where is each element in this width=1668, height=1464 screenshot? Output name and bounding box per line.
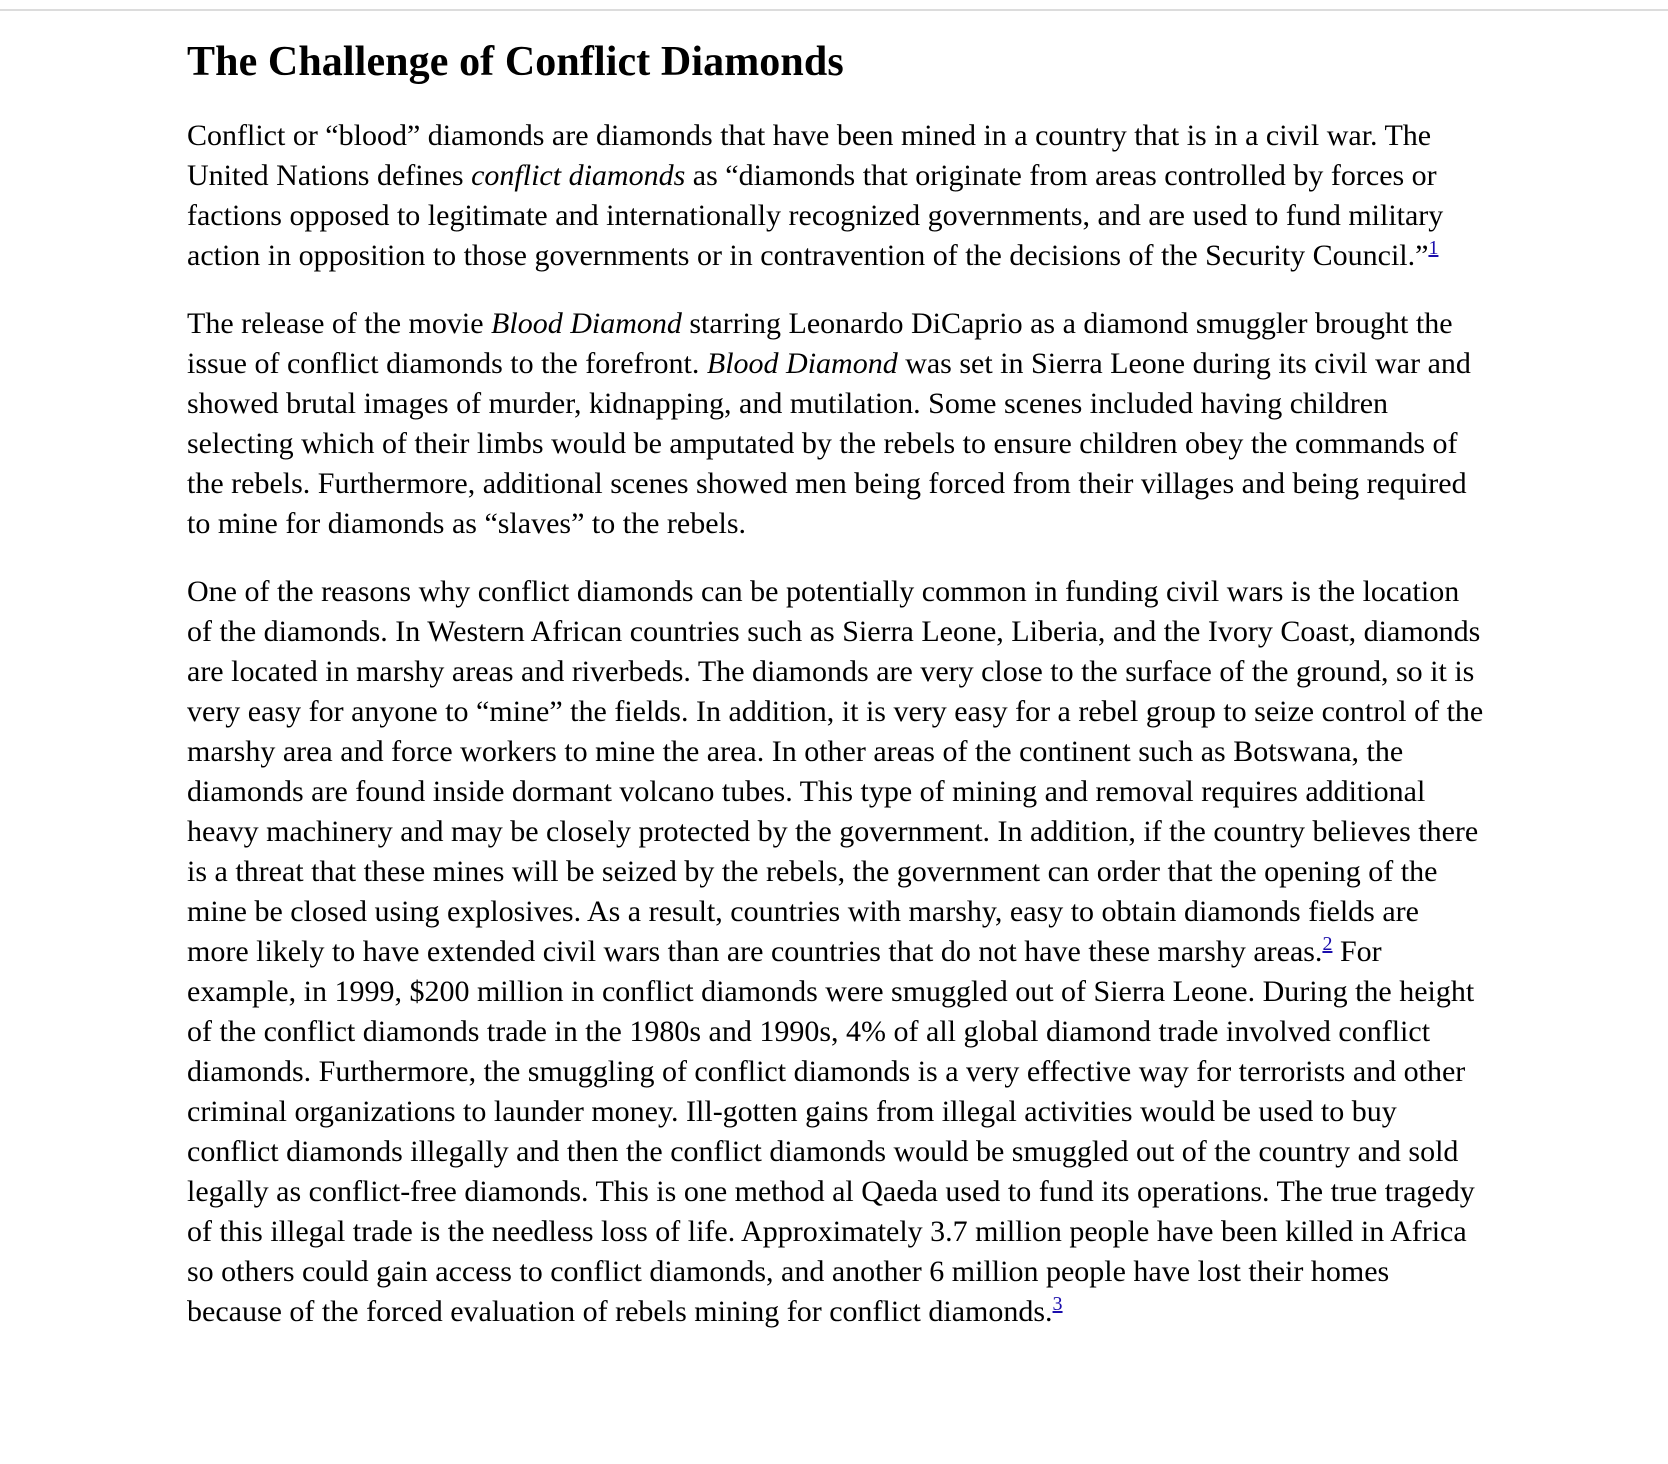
article-title: The Challenge of Conflict Diamonds [187,39,844,85]
movie-title: Blood Diamond [491,307,682,340]
article-body [187,0,1487,1332]
paragraph-conflict-definition [187,116,1487,276]
paragraph-text: One of the reasons why conflict diamonds can be potentially common in funding civil wars is the location of the diamonds. In Western African countries such as Sierra Leone, Liberia, and the Ivory Coast, diamonds are located in marshy areas and riverbeds. The diamonds are very close to the surface of the ground, so it is very easy for anyone to “mine” the fields. In addition, it is very easy for a rebel group to seize control of the marshy area and force workers to mine the area. In other areas of the continent such as Botswana, the diamonds are found inside dormant volcano tubes. This type of mining and removal requires additional heavy machinery and may be closely protected by the government. In addition, if the country believes there is a threat that these mines will be seized by the rebels, the government can order that the opening of the mine be closed using explosives. As a result, countries with marshy, easy to obtain diamonds fields are more likely to have extended civil wars than are countries that do not have these marshy areas. [187,575,1484,968]
footnote-link-3[interactable]: 3 [1052,1293,1063,1315]
paragraph-text: For example, in 1999, $200 million in conflict diamonds were smuggled out of Sierra Leone. During the height of the conflict diamonds trade in the 1980s and 1990s, 4% of all global diamond trade involved conflict diamonds. Furthermore, the smuggling of conflict diamonds is a very effective way for terrorists and other criminal organizations to launder money. Ill-gotten gains from illegal activities would be used to buy conflict diamonds illegally and then the conflict diamonds would be smuggled out of the country and sold legally as conflict-free diamonds. This is one method al Qaeda used to fund its operations. The true tragedy of this illegal trade is the needless loss of life. Approximately 3.7 million people have been killed in Africa so others could gain access to conflict diamonds, and another 6 million people have lost their homes because of the forced evaluation of rebels mining for conflict diamonds. [187,935,1475,1328]
paragraph-blood-diamond-movie [187,304,1487,544]
paragraph-text: as “diamonds that originate from areas controlled by forces or factions opposed to legitimate and internationally recognized governments, and are used to fund military action in opposition to those governments or in contravention of the decisions of the Security Council.” [187,159,1444,272]
paragraph-text: starring Leonardo DiCaprio as a diamond smuggler brought the issue of conflict diamonds to the forefront. [187,307,1453,380]
emphasis-term: conflict diamonds [471,159,686,192]
paragraph-text: The release of the movie [187,307,492,340]
paragraph-diamond-locations [187,572,1487,1332]
paragraph-text: was set in Sierra Leone during its civil war and showed brutal images of murder, kidnapping, and mutilation. Some scenes included having children selecting which of their limbs would be amputated by the rebels to ensure children obey the commands of the rebels. Furthermore, additional scenes showed men being forced from their villages and being required to mine for diamonds as “slaves” to the rebels. [187,347,1471,540]
footnote-link-1[interactable]: 1 [1428,237,1439,259]
footnote-link-2[interactable]: 2 [1322,933,1333,955]
movie-title: Blood Diamond [706,347,898,380]
paragraph-text: Conflict or “blood” diamonds are diamonds that have been mined in a country that is in a civil war. The United Nations defines [187,119,1432,192]
